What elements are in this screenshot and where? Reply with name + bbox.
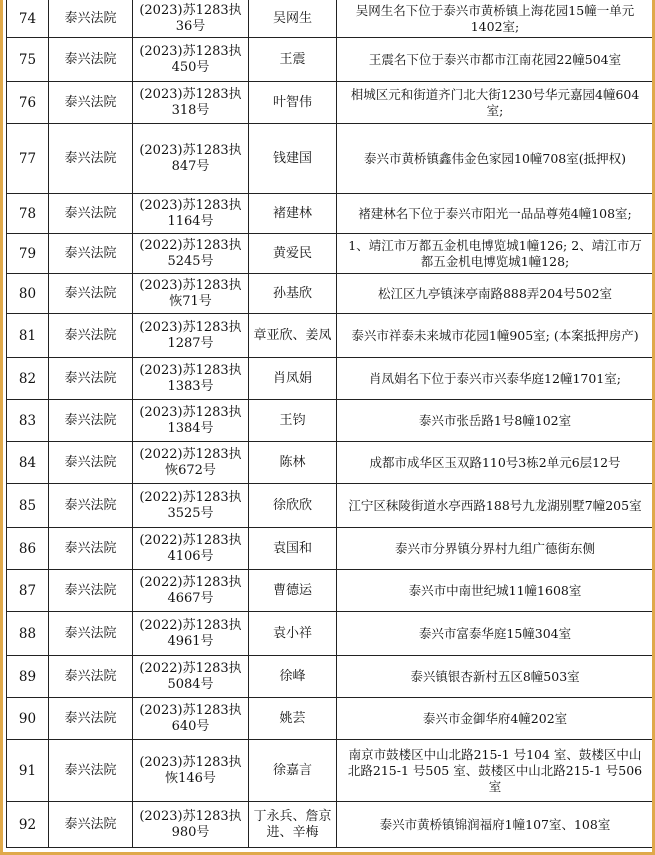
row-number-cell: 85	[7, 484, 49, 528]
property-address-cell: 褚建林名下位于泰兴市阳光一品品尊苑4幢108室;	[337, 194, 654, 234]
party-name-cell: 王钧	[249, 400, 337, 442]
table-row	[7, 38, 654, 82]
row-number-cell: 78	[7, 194, 49, 234]
property-address-cell: 泰兴市富泰华庭15幢304室	[337, 612, 654, 656]
property-address-cell: 成都市成华区玉双路110号3栋2单元6层12号	[337, 442, 654, 484]
case-table-body	[7, 0, 654, 848]
court-name-cell: 泰兴法院	[49, 484, 133, 528]
table-row	[7, 0, 654, 38]
party-name-cell: 黄爱民	[249, 234, 337, 274]
table-row	[7, 358, 654, 400]
row-number-cell: 77	[7, 124, 49, 194]
table-row	[7, 234, 654, 274]
property-address-cell: 相城区元和街道齐门北大街1230号华元嘉园4幢604室;	[337, 82, 654, 124]
court-name-cell: 泰兴法院	[49, 358, 133, 400]
table-row	[7, 82, 654, 124]
row-number-cell: 75	[7, 38, 49, 82]
table-row	[7, 740, 654, 802]
property-address-cell: 泰兴市祥泰未来城市花园1幢905室; (本案抵押房产)	[337, 314, 654, 358]
table-row	[7, 194, 654, 234]
case-number-cell: (2023)苏1283执1164号	[133, 194, 249, 234]
row-number-cell: 91	[7, 740, 49, 802]
party-name-cell: 肖凤娟	[249, 358, 337, 400]
case-number-cell: (2023)苏1283执640号	[133, 698, 249, 740]
party-name-cell: 章亚欣、姜凤	[249, 314, 337, 358]
table-row	[7, 570, 654, 612]
party-name-cell: 曹德运	[249, 570, 337, 612]
row-number-cell: 76	[7, 82, 49, 124]
court-name-cell: 泰兴法院	[49, 234, 133, 274]
table-row	[7, 400, 654, 442]
case-number-cell: (2023)苏1283执1383号	[133, 358, 249, 400]
row-number-cell: 83	[7, 400, 49, 442]
court-name-cell: 泰兴法院	[49, 194, 133, 234]
table-row	[7, 484, 654, 528]
property-address-cell: 江宁区秣陵街道水亭西路188号九龙湖别墅7幢205室	[337, 484, 654, 528]
court-name-cell: 泰兴法院	[49, 612, 133, 656]
case-number-cell: (2023)苏1283执450号	[133, 38, 249, 82]
property-address-cell: 泰兴市金御华府4幢202室	[337, 698, 654, 740]
court-name-cell: 泰兴法院	[49, 82, 133, 124]
case-number-cell: (2023)苏1283执1287号	[133, 314, 249, 358]
property-address-cell: 泰兴市黄桥镇鑫伟金色家园10幢708室(抵押权)	[337, 124, 654, 194]
case-number-cell: (2022)苏1283执4667号	[133, 570, 249, 612]
party-name-cell: 丁永兵、詹京进、辛梅	[249, 802, 337, 848]
court-name-cell: 泰兴法院	[49, 442, 133, 484]
property-address-cell: 王震名下位于泰兴市都市江南花园22幢504室	[337, 38, 654, 82]
property-address-cell: 泰兴市张岳路1号8幢102室	[337, 400, 654, 442]
case-number-cell: (2023)苏1283执恢146号	[133, 740, 249, 802]
party-name-cell: 袁小祥	[249, 612, 337, 656]
property-address-cell: 肖凤娟名下位于泰兴市兴泰华庭12幢1701室;	[337, 358, 654, 400]
row-number-cell: 82	[7, 358, 49, 400]
property-address-cell: 泰兴市中南世纪城11幢1608室	[337, 570, 654, 612]
party-name-cell: 徐欣欣	[249, 484, 337, 528]
case-number-cell: (2023)苏1283执318号	[133, 82, 249, 124]
row-number-cell: 86	[7, 528, 49, 570]
table-row	[7, 612, 654, 656]
property-address-cell: 1、靖江市万都五金机电博览城1幢126; 2、靖江市万都五金机电博览城1幢128;	[337, 234, 654, 274]
table-row	[7, 698, 654, 740]
case-table	[6, 0, 654, 848]
property-address-cell: 南京市鼓楼区中山北路215-1 号104 室、鼓楼区中山北路215-1 号505 室、鼓楼区中山北路215-1 号506 室	[337, 740, 654, 802]
court-name-cell: 泰兴法院	[49, 314, 133, 358]
case-number-cell: (2023)苏1283执36号	[133, 0, 249, 38]
row-number-cell: 84	[7, 442, 49, 484]
party-name-cell: 陈林	[249, 442, 337, 484]
court-name-cell: 泰兴法院	[49, 656, 133, 698]
property-address-cell: 泰兴市分界镇分界村九组广德街东侧	[337, 528, 654, 570]
table-row	[7, 802, 654, 848]
row-number-cell: 87	[7, 570, 49, 612]
case-number-cell: (2022)苏1283执4106号	[133, 528, 249, 570]
court-name-cell: 泰兴法院	[49, 570, 133, 612]
table-row	[7, 314, 654, 358]
case-number-cell: (2022)苏1283执恢672号	[133, 442, 249, 484]
row-number-cell: 92	[7, 802, 49, 848]
row-number-cell: 81	[7, 314, 49, 358]
property-address-cell: 泰兴镇银杏新村五区8幢503室	[337, 656, 654, 698]
court-name-cell: 泰兴法院	[49, 698, 133, 740]
property-address-cell: 泰兴市黄桥镇锦润福府1幢107室、108室	[337, 802, 654, 848]
row-number-cell: 89	[7, 656, 49, 698]
court-name-cell: 泰兴法院	[49, 274, 133, 314]
court-name-cell: 泰兴法院	[49, 38, 133, 82]
property-address-cell: 吴网生名下位于泰兴市黄桥镇上海花园15幢一单元1402室;	[337, 0, 654, 38]
party-name-cell: 徐峰	[249, 656, 337, 698]
table-row	[7, 274, 654, 314]
case-number-cell: (2022)苏1283执4961号	[133, 612, 249, 656]
party-name-cell: 孙基欣	[249, 274, 337, 314]
court-name-cell: 泰兴法院	[49, 528, 133, 570]
court-name-cell: 泰兴法院	[49, 0, 133, 38]
party-name-cell: 王震	[249, 38, 337, 82]
party-name-cell: 褚建林	[249, 194, 337, 234]
case-number-cell: (2023)苏1283执980号	[133, 802, 249, 848]
table-row	[7, 442, 654, 484]
party-name-cell: 吴网生	[249, 0, 337, 38]
case-number-cell: (2022)苏1283执3525号	[133, 484, 249, 528]
party-name-cell: 叶智伟	[249, 82, 337, 124]
table-row	[7, 124, 654, 194]
table-row	[7, 528, 654, 570]
court-name-cell: 泰兴法院	[49, 124, 133, 194]
case-number-cell: (2022)苏1283执5084号	[133, 656, 249, 698]
court-name-cell: 泰兴法院	[49, 400, 133, 442]
row-number-cell: 74	[7, 0, 49, 38]
case-number-cell: (2022)苏1283执5245号	[133, 234, 249, 274]
party-name-cell: 徐嘉言	[249, 740, 337, 802]
party-name-cell: 袁国和	[249, 528, 337, 570]
party-name-cell: 姚芸	[249, 698, 337, 740]
row-number-cell: 88	[7, 612, 49, 656]
court-name-cell: 泰兴法院	[49, 740, 133, 802]
table-row	[7, 656, 654, 698]
case-number-cell: (2023)苏1283执847号	[133, 124, 249, 194]
party-name-cell: 钱建国	[249, 124, 337, 194]
row-number-cell: 80	[7, 274, 49, 314]
court-name-cell: 泰兴法院	[49, 802, 133, 848]
case-number-cell: (2023)苏1283执1384号	[133, 400, 249, 442]
case-number-cell: (2023)苏1283执恢71号	[133, 274, 249, 314]
property-address-cell: 松江区九亭镇涞亭南路888弄204号502室	[337, 274, 654, 314]
row-number-cell: 90	[7, 698, 49, 740]
row-number-cell: 79	[7, 234, 49, 274]
